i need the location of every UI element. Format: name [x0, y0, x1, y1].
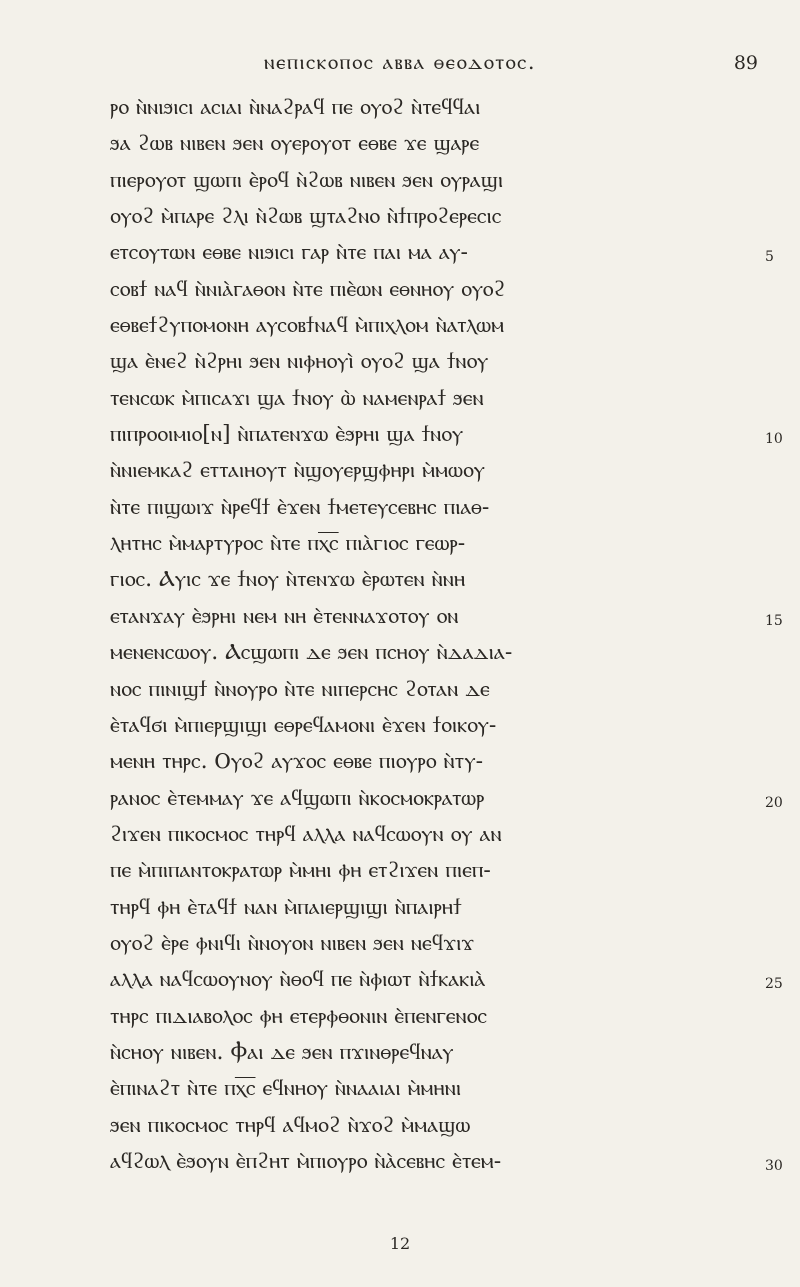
line-text: ⲣⲟ ⲛ̀ⲛⲓϧⲓⲥⲓ ⲁⲥⲓⲁⲓ ⲛ̀ⲛⲁϩⲣⲁϥ ⲡⲉ ⲟⲩⲟϩ ⲛ̀ⲧⲉϥϥⲁⲓ [110, 95, 481, 120]
line-text: ⲁⲗⲗⲁ ⲛⲁϥⲥⲱⲟⲩⲛⲟⲩ ⲛ̀ⲑⲟϥ ⲡⲉ ⲛ̀ⲫⲓⲱⲧ ⲛ̀ϯⲕⲁⲕⲓⲁ̀ [110, 967, 486, 993]
text-line [110, 1035, 720, 1071]
line-number: 10 [765, 431, 783, 448]
line-text: ⲗⲏⲧⲏⲥ ⲙ̀ⲙⲁⲣⲧⲩⲣⲟⲥ ⲛ̀ⲧⲉ ⲡⲭ̅ⲥ̅ ⲡⲓⲁ̀ⲅⲓⲟⲥ ⲅⲉⲱⲣ- [110, 531, 466, 557]
line-text: ⲉ̀ⲧⲁϥϭⲓ ⲙ̀ⲡⲓⲉⲣϣⲓϣⲓ ⲉⲑⲣⲉϥⲁⲙⲟⲛⲓ ⲉ̀ϫⲉⲛ ϯⲟⲓⲕⲟⲩ- [110, 712, 497, 738]
line-text: ⲅⲓⲟⲥ. Ⲁⲩⲓⲥ ϫⲉ ϯⲛⲟⲩ ⲛ̀ⲧⲉⲛϫⲱ ⲉ̀ⲣⲱⲧⲉⲛ ⲛ̀ⲛⲏ [110, 567, 466, 593]
line-text: ⲉ̀ⲡⲓⲛⲁϩⲧ ⲛ̀ⲧⲉ ⲡⲭ̅ⲥ̅ ⲉϥⲛⲏⲟⲩ ⲛ̀ⲛⲁⲁⲓⲁⲓ ⲙ̀ⲙⲏⲛⲓ [110, 1076, 462, 1102]
line-text: ϣⲁ ⲉ̀ⲛⲉϩ ⲛ̀ϩⲣⲏⲓ ϧⲉⲛ ⲛⲓⲫⲏⲟⲩⲓ̀ ⲟⲩⲟϩ ϣⲁ ϯⲛⲟⲩ [110, 349, 489, 375]
line-text: ⲡⲓⲡⲣⲟⲟⲓⲙⲓⲟ[ⲛ] ⲛ̀ⲡⲁⲧⲉⲛϫⲱ ⲉ̀ϧⲣⲏⲓ ϣⲁ ϯⲛⲟⲩ [110, 422, 464, 448]
line-text: ϧⲁ ϩⲱⲃ ⲛⲓⲃⲉⲛ ϧⲉⲛ ⲟⲩⲉⲣⲟⲩⲟⲧ ⲉⲑⲃⲉ ϫⲉ ϣⲁⲣⲉ [110, 131, 480, 157]
text-line [110, 962, 783, 998]
line-text: ⲉⲧⲥⲟⲩⲧⲱⲛ ⲉⲑⲃⲉ ⲛⲓϧⲓⲥⲓ ⲅⲁⲣ ⲛ̀ⲧⲉ ⲡⲁⲓ ⲙⲁ ⲁⲩ- [110, 240, 468, 266]
text-line [110, 672, 720, 708]
text-line [110, 1144, 783, 1180]
text-line [110, 199, 720, 235]
text-line [110, 781, 783, 817]
text-line [110, 90, 720, 126]
text-line [110, 417, 783, 453]
text-line [110, 272, 720, 308]
line-text: ⲧⲏⲣϥ ⲫⲏ ⲉ̀ⲧⲁϥϯ ⲛⲁⲛ ⲙ̀ⲡⲁⲓⲉⲣϣⲓϣⲓ ⲛ̀ⲡⲁⲓⲣⲏϯ [110, 894, 462, 920]
line-text: ϩⲓϫⲉⲛ ⲡⲓⲕⲟⲥⲙⲟⲥ ⲧⲏⲣϥ ⲁⲗⲗⲁ ⲛⲁϥⲥⲱⲟⲩⲛ ⲟⲩ ⲁⲛ [110, 821, 502, 847]
line-text: ϧⲉⲛ ⲡⲓⲕⲟⲥⲙⲟⲥ ⲧⲏⲣϥ ⲁϥⲙⲟϩ ⲛ̀ϫⲟϩ ⲙ̀ⲙⲁϣⲱ [110, 1112, 471, 1138]
line-number: 25 [765, 976, 783, 993]
line-text: ⲧⲉⲛⲥⲱⲕ ⲙ̀ⲡⲓⲥⲁϫⲓ ϣⲁ ϯⲛⲟⲩ ⲱ̀ ⲛⲁⲙⲉⲛⲣⲁϯ ϧⲉⲛ [110, 385, 484, 411]
line-text: ⲧⲏⲣⲥ ⲡⲓⲇⲓⲁⲃⲟⲗⲟⲥ ⲫⲏ ⲉⲧⲉⲣⲫⲑⲟⲛⲓⲛ ⲉ̀ⲡⲉⲛⲅⲉⲛⲟⲥ [110, 1003, 488, 1029]
text-line [110, 635, 720, 671]
text-line [110, 126, 720, 162]
body-text [110, 90, 783, 1180]
line-text: ⲥⲟⲃϯ ⲛⲁϥ ⲛ̀ⲛⲓⲁ̀ⲅⲁⲑⲟⲛ ⲛ̀ⲧⲉ ⲡⲓⲉ̀ⲱⲛ ⲉⲑⲛⲏⲟⲩ ⲟⲩⲟϩ [110, 276, 506, 302]
line-text: ⲟⲩⲟϩ ⲙ̀ⲡⲁⲣⲉ ϩⲗⲓ ⲛ̀ϩⲱⲃ ϣⲧⲁϩⲛⲟ ⲛ̀ϯⲡⲣⲟϩⲉⲣⲉⲥⲓⲥ [110, 204, 502, 230]
line-text: ⲙⲉⲛⲏ ⲧⲏⲣⲥ. Ⲟⲩⲟϩ ⲁⲩϫⲟⲥ ⲉⲑⲃⲉ ⲡⲓⲟⲩⲣⲟ ⲛ̀ⲧⲩ- [110, 749, 484, 775]
line-text: ⲛ̀ⲛⲓⲉⲙⲕⲁϩ ⲉⲧⲧⲁⲓⲏⲟⲩⲧ ⲛ̀ϣⲟⲩⲉⲣϣⲫⲏⲣⲓ ⲙ̀ⲙⲱⲟⲩ [110, 458, 485, 484]
line-text: ⲉⲧⲁⲛϫⲁⲩ ⲉ̀ϧⲣⲏⲓ ⲛⲉⲙ ⲛⲏ ⲉ̀ⲧⲉⲛⲛⲁϫⲟⲧⲟⲩ ⲟⲛ [110, 603, 459, 629]
text-line [110, 344, 720, 380]
text-line [110, 890, 720, 926]
line-text: ⲛ̀ⲥⲏⲟⲩ ⲛⲓⲃⲉⲛ. Ⲫⲁⲓ ⲇⲉ ϧⲉⲛ ⲡϫⲓⲛⲑⲣⲉϥⲛⲁⲩ [110, 1039, 454, 1065]
text-line [110, 926, 720, 962]
line-text: ⲛ̀ⲧⲉ ⲡⲓϣⲱⲓϫ ⲛ̀ⲣⲉϥϯ ⲉ̀ϫⲉⲛ ϯⲙⲉⲧⲉⲩⲥⲉⲃⲏⲥ ⲡⲓⲁⲑ- [110, 494, 490, 520]
line-text: ⲙⲉⲛⲉⲛⲥⲱⲟⲩ. Ⲁⲥϣⲱⲡⲓ ⲇⲉ ϧⲉⲛ ⲡⲥⲏⲟⲩ ⲛ̀ⲇⲁⲇⲓⲁ- [110, 640, 513, 666]
text-line [110, 853, 720, 889]
line-text: ⲁϥϩⲱⲗ ⲉ̀ϧⲟⲩⲛ ⲉ̀ⲡϩⲏⲧ ⲙ̀ⲡⲓⲟⲩⲣⲟ ⲛ̀ⲁ̀ⲥⲉⲃⲏⲥ ⲉ̀ⲧⲉⲙ- [110, 1148, 502, 1174]
line-number: 5 [765, 249, 774, 266]
line-text: ⲛⲟⲥ ⲡⲓⲛⲓϣϯ ⲛ̀ⲛⲟⲩⲣⲟ ⲛ̀ⲧⲉ ⲛⲓⲡⲉⲣⲥⲏⲥ ϩⲟⲧⲁⲛ ⲇⲉ [110, 676, 490, 702]
text-line [110, 562, 720, 598]
text-line [110, 526, 720, 562]
running-title: ⲛⲉⲡⲓⲥⲕⲟⲡⲟⲥ ⲁⲃⲃⲁ ⲑⲉⲟⲇⲟⲧⲟⲥ. [264, 50, 536, 74]
line-text: ⲉⲑⲃⲉϯϩⲩⲡⲟⲙⲟⲛⲏ ⲁⲩⲥⲟⲃϯⲛⲁϥ ⲙ̀ⲡⲓⲭⲗⲟⲙ ⲛ̀ⲁⲧⲗⲱⲙ [110, 313, 505, 339]
signature-mark: 12 [389, 1234, 411, 1253]
line-number: 30 [765, 1157, 783, 1174]
text-line [110, 708, 720, 744]
text-line [110, 308, 720, 344]
text-line [110, 817, 720, 853]
text-line [110, 999, 720, 1035]
text-line [110, 381, 720, 417]
text-line [110, 163, 720, 199]
line-text: ⲡⲉ ⲙ̀ⲡⲓⲡⲁⲛⲧⲟⲕⲣⲁⲧⲱⲣ ⲙ̀ⲙⲏⲓ ⲫⲏ ⲉⲧϩⲓϫⲉⲛ ⲡⲓⲉⲡ- [110, 858, 491, 884]
text-line [110, 453, 720, 489]
text-line [110, 1071, 720, 1107]
text-line [110, 235, 774, 271]
line-number: 15 [765, 612, 783, 629]
line-text: ⲡⲓⲉⲣⲟⲩⲟⲧ ϣⲱⲡⲓ ⲉ̀ⲣⲟϥ ⲛ̀ϩⲱⲃ ⲛⲓⲃⲉⲛ ϧⲉⲛ ⲟⲩⲣⲁϣⲓ [110, 167, 504, 193]
text-line [110, 744, 720, 780]
text-line [110, 1108, 720, 1144]
page-header [0, 44, 800, 80]
line-text: ⲣⲁⲛⲟⲥ ⲉ̀ⲧⲉⲙⲙⲁⲩ ϫⲉ ⲁϥϣⲱⲡⲓ ⲛ̀ⲕⲟⲥⲙⲟⲕⲣⲁⲧⲱⲣ [110, 785, 485, 811]
line-number: 20 [765, 794, 783, 811]
page-number: 89 [733, 52, 758, 74]
line-text: ⲟⲩⲟϩ ⲉ̀ⲣⲉ ⲫⲛⲓϥⲓ ⲛ̀ⲛⲟⲩⲟⲛ ⲛⲓⲃⲉⲛ ϧⲉⲛ ⲛⲉϥϫⲓϫ [110, 930, 475, 956]
text-line [110, 490, 720, 526]
text-line [110, 599, 783, 635]
